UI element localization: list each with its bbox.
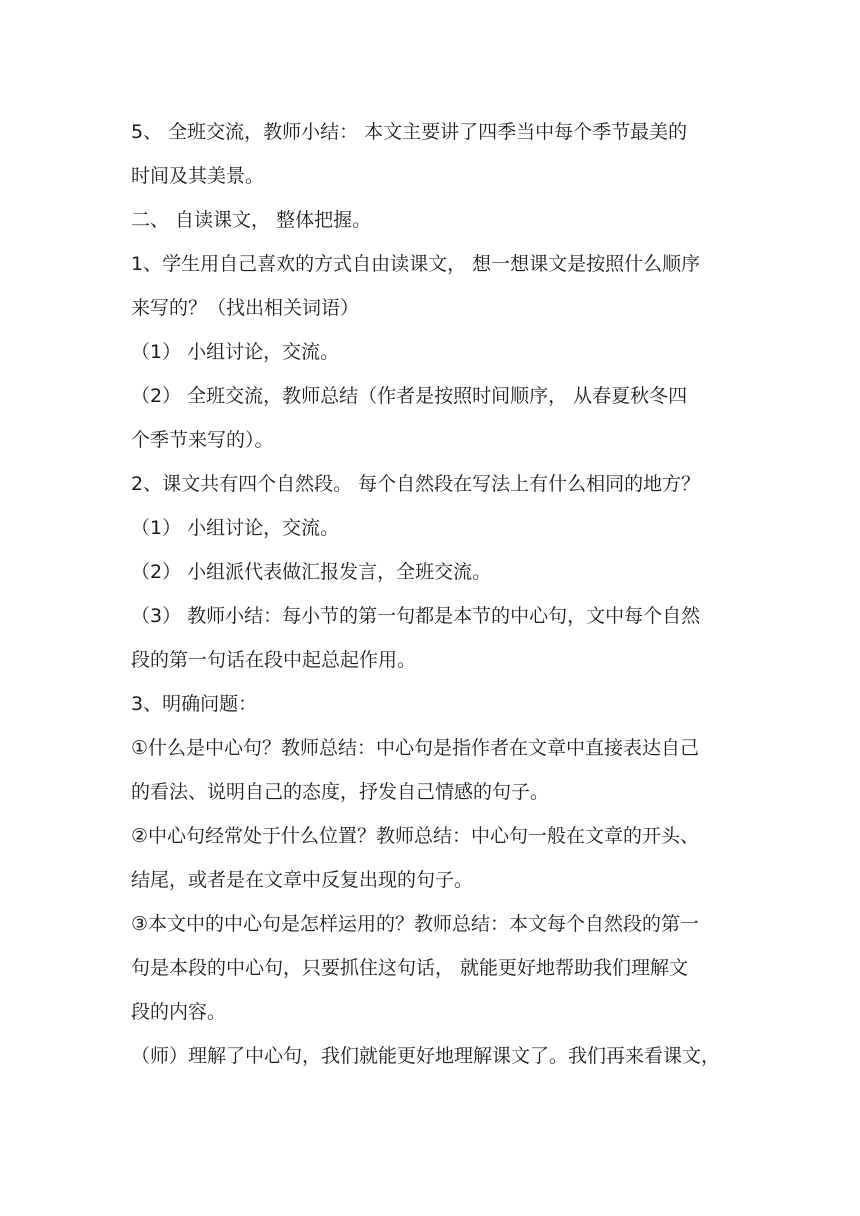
- text-line: （3） 教师小结：每小节的第一句都是本节的中心句，文中每个自然: [131, 605, 701, 627]
- text-line: （师）理解了中心句，我们就能更好地理解课文了。我们再来看课文，: [131, 1045, 721, 1067]
- text-line: 个季节来写的）。: [131, 429, 274, 451]
- text-line: ①什么是中心句？教师总结：中心句是指作者在文章中直接表达自己: [131, 737, 700, 759]
- text-line: 5、 全班交流，教师小结： 本文主要讲了四季当中每个季节最美的: [131, 121, 688, 143]
- text-line: 段的第一句话在段中起总起作用。: [131, 649, 417, 671]
- text-line: 时间及其美景。: [131, 165, 265, 187]
- text-line: 句是本段的中心句，只要抓住这句话， 就能更好地帮助我们理解文: [131, 957, 689, 979]
- section-heading: 二、 自读课文， 整体把握。: [131, 209, 372, 231]
- text-line: 来写的？（找出相关词语）: [131, 297, 360, 319]
- text-line: 2、课文共有四个自然段。 每个自然段在写法上有什么相同的地方？: [131, 473, 701, 495]
- text-line: 1、学生用自己喜欢的方式自由读课文， 想一想课文是按照什么顺序: [131, 253, 701, 275]
- text-line: （2） 全班交流，教师总结（作者是按照时间顺序， 从春夏秋冬四: [131, 385, 688, 407]
- text-line: 的看法、说明自己的态度，抒发自己情感的句子。: [131, 781, 550, 803]
- text-line: ②中心句经常处于什么位置？教师总结：中心句一般在文章的开头、: [131, 825, 700, 847]
- text-line: （2） 小组派代表做汇报发言，全班交流。: [131, 561, 492, 583]
- text-line: 段的内容。: [131, 1001, 227, 1023]
- text-line: ③本文中的中心句是怎样运用的？教师总结：本文每个自然段的第一: [131, 913, 700, 935]
- text-line: 结尾，或者是在文章中反复出现的句子。: [131, 869, 474, 891]
- text-line: （1） 小组讨论，交流。: [131, 517, 340, 539]
- text-line: 3、明确问题：: [131, 693, 258, 715]
- document-body: [131, 110, 731, 1078]
- text-line: （1） 小组讨论，交流。: [131, 341, 340, 363]
